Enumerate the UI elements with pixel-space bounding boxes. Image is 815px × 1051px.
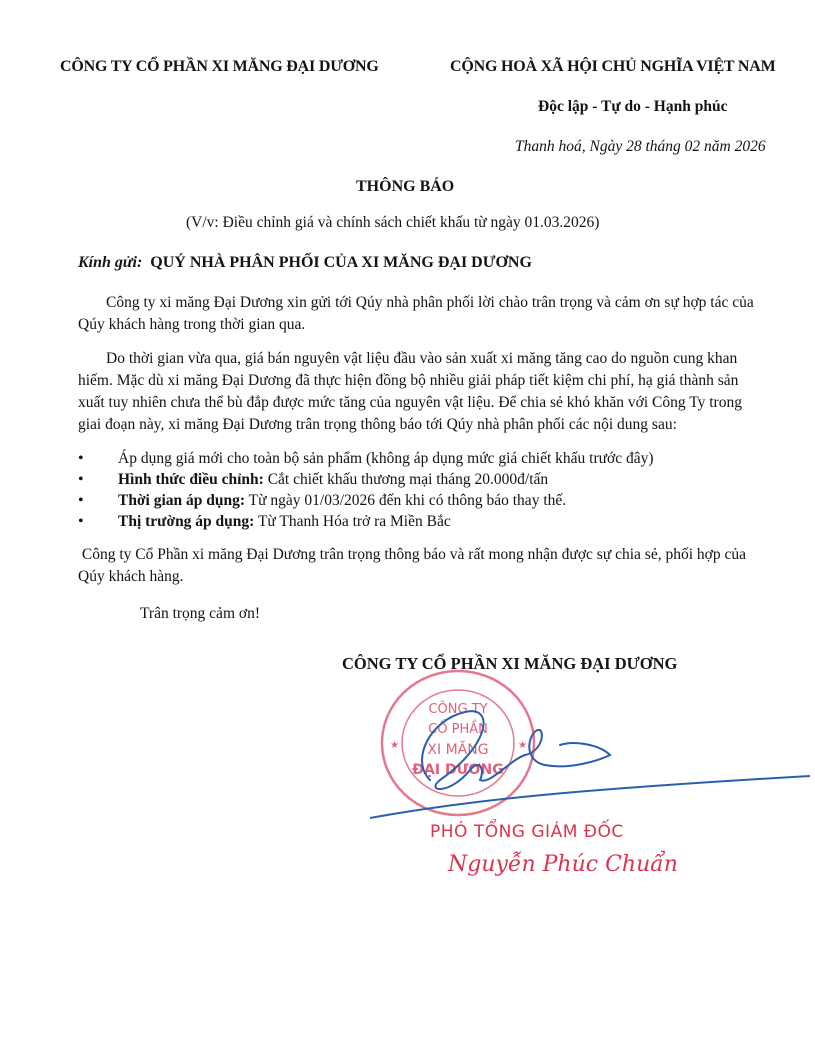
policy-item: • Thị trường áp dụng: Từ Thanh Hóa trở ra Miền Bắc (78, 511, 654, 532)
policy-list (78, 448, 654, 532)
reason-paragraph: Do thời gian vừa qua, giá bán nguyên vật liệu đầu vào sản xuất xi măng tăng cao do nguồn cung khan hiếm. Mặc dù xi măng Đại Dương đã thực hiện đồng bộ nhiều giải pháp tiết kiệm chi phí, hạ giá thành sản xuất tuy nhiên chưa thể bù đắp được mức tăng của nguyên vật liệu. Để chia sẻ khó khăn với Công Ty trong giai đoạn này, xi măng Đại Dương trân trọng thông báo tới Qúy nhà phân phối các nội dung sau: (78, 350, 742, 433)
policy-item: • Hình thức điều chỉnh: Cắt chiết khấu thương mại tháng 20.000đ/tấn (78, 469, 654, 490)
stamp-line-4: ĐẠI DƯƠNG (412, 762, 504, 778)
policy-item: • Áp dụng giá mới cho toàn bộ sản phẩm (không áp dụng mức giá chiết khấu trước đây) (78, 448, 654, 469)
intro-paragraph: Công ty xi măng Đại Dương xin gửi tới Qúy nhà phân phối lời chào trân trọng và cảm ơn sự hợp tác của Qúy khách hàng trong thời gian qua. (78, 294, 754, 333)
recipient-line (78, 254, 532, 272)
stamp-line-3: XI MĂNG (427, 742, 489, 758)
signer-name: Nguyễn Phúc Chuẩn (448, 852, 678, 877)
policy-item: • Thời gian áp dụng: Từ ngày 01/03/2026 đến khi có thông báo thay thế. (78, 490, 654, 511)
stamp-line-2: CỔ PHẦN (428, 722, 488, 737)
signer-position: PHÓ TỔNG GIÁM ĐỐC (430, 822, 624, 842)
document-subject: (V/v: Điều chỉnh giá và chính sách chiết khấu từ ngày 01.03.2026) (186, 214, 600, 231)
stamp-star-left: ★ (390, 740, 399, 751)
place-date: Thanh hoá, Ngày 28 tháng 02 năm 2026 (515, 138, 766, 155)
recipient-label: Kính gửi: (78, 254, 143, 271)
letterhead-motto: Độc lập - Tự do - Hạnh phúc (538, 98, 728, 115)
stamp-line-1: CÔNG TY (428, 702, 488, 717)
letterhead-nation: CỘNG HOÀ XÃ HỘI CHỦ NGHĨA VIỆT NAM (450, 58, 776, 75)
letterhead-company: CÔNG TY CỔ PHẦN XI MĂNG ĐẠI DƯƠNG (60, 58, 379, 75)
recipient-value: QUÝ NHÀ PHÂN PHỐI CỦA XI MĂNG ĐẠI DƯƠNG (150, 254, 532, 271)
signature-company: CÔNG TY CỔ PHẦN XI MĂNG ĐẠI DƯƠNG (342, 654, 678, 673)
signature-scribble (370, 700, 810, 820)
stamp-star-right: ★ (518, 740, 527, 751)
document-title: THÔNG BÁO (356, 178, 455, 195)
closing-paragraph: Công ty Cổ Phần xi măng Đại Dương trân trọng thông báo và rất mong nhận được sự chia sẻ, phối hợp của Qúy khách hàng. (78, 546, 750, 585)
thanks-line: Trân trọng cảm ơn! (140, 605, 260, 622)
